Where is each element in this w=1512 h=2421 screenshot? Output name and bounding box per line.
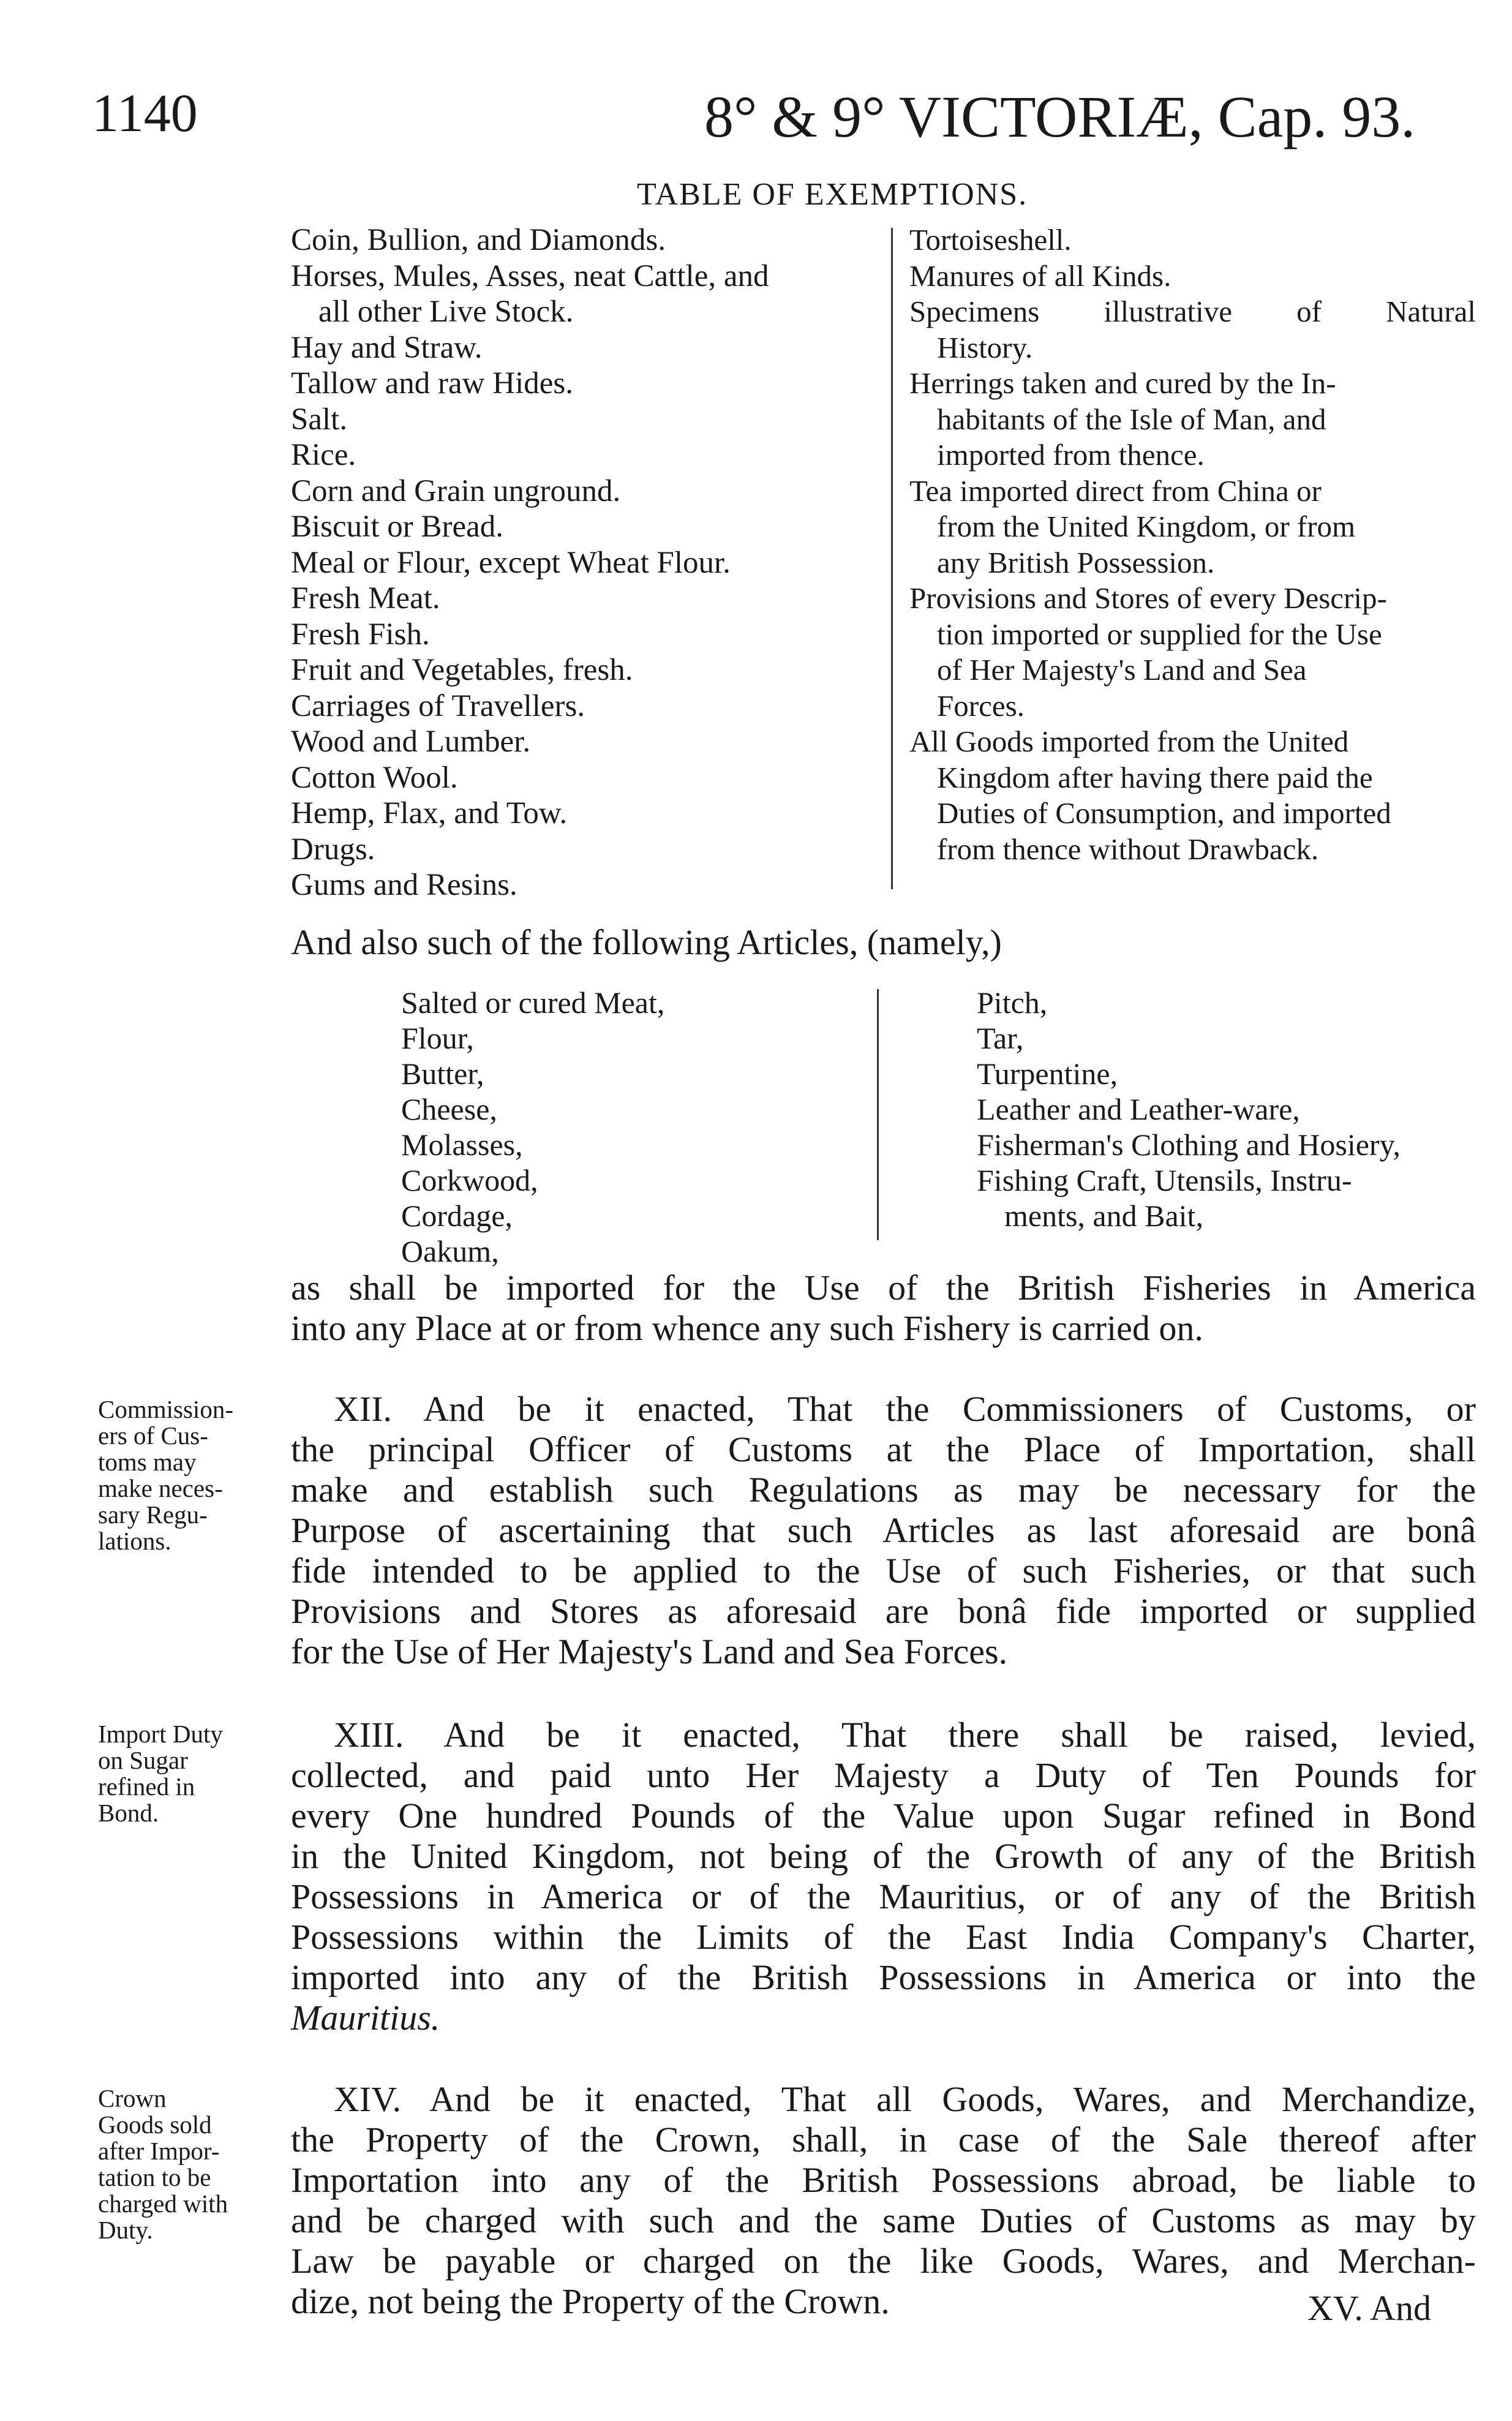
margin-note-line: Duty.: [98, 2216, 153, 2244]
section-line: the Property of the Crown, shall, in case of the Sale thereof after: [291, 2120, 1476, 2159]
also-articles-intro: And also such of the following Articles, (namely,): [291, 922, 1002, 962]
exemption-item: Rice.: [291, 438, 356, 472]
exemption-item: Specimens illustrative of Natural: [909, 295, 1476, 328]
exemption-item: habitants of the Isle of Man, and: [937, 402, 1326, 436]
section-line: and be charged with such and the same Duties of Customs as may by: [291, 2201, 1476, 2240]
exemption-item: Provisions and Stores of every Descrip-: [909, 581, 1387, 615]
margin-note-line: Import Duty: [98, 1720, 223, 1748]
exemption-item: History.: [937, 330, 1033, 364]
margin-note-line: Bond.: [98, 1799, 159, 1827]
article-item: Cheese,: [401, 1092, 497, 1126]
article-item: Cordage,: [401, 1199, 513, 1233]
article-item: ments, and Bait,: [1004, 1199, 1203, 1233]
section-line: Mauritius.: [291, 1998, 440, 2038]
exemption-item: Meal or Flour, except Wheat Flour.: [291, 545, 731, 580]
margin-note-line: on Sugar: [98, 1746, 188, 1774]
margin-note: [98, 2085, 276, 2243]
exemption-item: Tallow and raw Hides.: [291, 366, 573, 401]
section-xiii: [291, 1715, 1476, 2038]
section-xii: [291, 1389, 1476, 1672]
exemption-item: all other Live Stock.: [318, 295, 574, 329]
exemption-item: Tea imported direct from China or: [909, 473, 1322, 508]
section-line: Purpose of ascertaining that such Articles as last aforesaid are bonâ: [291, 1510, 1476, 1550]
exemption-item: Wood and Lumber.: [291, 725, 531, 759]
margin-note-line: after Impor-: [98, 2137, 220, 2165]
section-line: collected, and paid unto Her Majesty a Duty of Ten Pounds for: [291, 1755, 1476, 1795]
exemption-item: All Goods imported from the United: [909, 725, 1349, 758]
exemption-item: Hemp, Flax, and Tow.: [291, 796, 568, 830]
margin-note: [98, 1396, 276, 1554]
section-line: Possessions in America or of the Mauritius, or of any of the British: [291, 1877, 1476, 1916]
catchword: XV. And: [1307, 2288, 1431, 2328]
articles-right-column: [977, 985, 1401, 1233]
exemption-item: Kingdom after having there paid the: [937, 760, 1373, 794]
exemption-item: Drugs.: [291, 832, 375, 867]
margin-note-line: Commission-: [98, 1395, 233, 1423]
running-head: [92, 83, 1470, 150]
section-line: Importation into any of the British Possessions abroad, be liable to: [291, 2160, 1476, 2200]
margin-note-line: charged with: [98, 2189, 228, 2218]
exemption-item: Salt.: [291, 402, 348, 437]
section-line: the principal Officer of Customs at the Place of Importation, shall: [291, 1429, 1476, 1469]
article-item: Molasses,: [401, 1128, 523, 1162]
exemption-item: Horses, Mules, Asses, neat Cattle, and: [291, 258, 769, 293]
exemption-item: imported from thence.: [937, 438, 1205, 472]
section-line: make and establish such Regulations as may be necessary for the: [291, 1470, 1476, 1510]
margin-note-line: lations.: [98, 1527, 171, 1555]
margin-note-line: toms may: [98, 1448, 197, 1476]
article-item: Corkwood,: [401, 1163, 538, 1197]
exemptions-right-column: [909, 222, 1476, 867]
section-line: XII. And be it enacted, That the Commissioners of Customs, or: [334, 1389, 1476, 1429]
exemption-item: Herrings taken and cured by the In-: [909, 366, 1336, 400]
exemption-item: Gums and Resins.: [291, 868, 517, 902]
column-divider: [891, 228, 893, 889]
article-item: Tar,: [977, 1021, 1024, 1055]
column-divider: [877, 989, 879, 1240]
exemption-item: from thence without Drawback.: [937, 832, 1319, 866]
fisheries-paragraph: [291, 1268, 1476, 1349]
margin-note-line: Crown: [98, 2084, 167, 2112]
section-line: Law be payable or charged on the like Goods, Wares, and Merchan-: [291, 2241, 1476, 2281]
article-item: Pitch,: [977, 985, 1048, 1020]
section-line: Possessions within the Limits of the East India Company's Charter,: [291, 1917, 1476, 1957]
exemption-item: Carriages of Travellers.: [291, 688, 585, 723]
article-item: Oakum,: [401, 1234, 499, 1268]
margin-note: [98, 1721, 276, 1826]
section-line: fide intended to be applied to the Use of such Fisheries, or that such: [291, 1551, 1476, 1591]
exemption-item: tion imported or supplied for the Use: [937, 617, 1382, 651]
section-line: XIV. And be it enacted, That all Goods, Wares, and Merchandize,: [334, 2079, 1476, 2119]
article-item: Turpentine,: [977, 1056, 1118, 1091]
section-line: XIII. And be it enacted, That there shall be raised, levied,: [334, 1715, 1476, 1755]
exemption-item: from the United Kingdom, or from: [937, 510, 1356, 543]
section-line: every One hundred Pounds of the Value upon Sugar refined in Bond: [291, 1796, 1476, 1836]
articles-left-column: [401, 985, 664, 1269]
exemption-item: Biscuit or Bread.: [291, 510, 504, 544]
margin-note-line: make neces-: [98, 1474, 223, 1502]
exemption-item: Coin, Bullion, and Diamonds.: [291, 223, 666, 257]
page-number: 1140: [92, 84, 198, 143]
article-item: Fishing Craft, Utensils, Instru-: [977, 1163, 1352, 1197]
article-item: Fisherman's Clothing and Hosiery,: [977, 1128, 1401, 1162]
section-line: in the United Kingdom, not being of the Growth of any of the British: [291, 1836, 1476, 1876]
article-item: Flour,: [401, 1021, 474, 1055]
margin-note-line: Goods sold: [98, 2110, 212, 2139]
exemptions-left-column: [291, 222, 879, 903]
paragraph-line: as shall be imported for the Use of the British Fisheries in America: [291, 1268, 1476, 1308]
exemption-item: Fresh Meat.: [291, 581, 440, 616]
exemption-item: any British Possession.: [937, 545, 1215, 579]
section-line: for the Use of Her Majesty's Land and Sea Forces.: [291, 1632, 1008, 1671]
margin-note-line: ers of Cus-: [98, 1421, 208, 1450]
margin-note-line: refined in: [98, 1772, 195, 1801]
table-heading: TABLE OF EXEMPTIONS.: [637, 177, 1028, 212]
exemption-item: Manures of all Kinds.: [909, 258, 1172, 293]
exemption-item: Corn and Grain unground.: [291, 473, 621, 508]
paragraph-line: into any Place at or from whence any such Fishery is carried on.: [291, 1308, 1203, 1348]
running-title: 8° & 9° VICTORIÆ, Cap. 93.: [704, 84, 1416, 149]
margin-note-line: tation to be: [98, 2163, 211, 2191]
exemption-item: Forces.: [937, 688, 1025, 723]
exemption-item: of Her Majesty's Land and Sea: [937, 653, 1307, 687]
margin-note-line: sary Regu-: [98, 1500, 208, 1529]
section-line: dize, not being the Property of the Crown.: [291, 2281, 890, 2321]
article-item: Butter,: [401, 1056, 484, 1091]
article-item: Salted or cured Meat,: [401, 985, 665, 1020]
section-xiv: [291, 2079, 1476, 2322]
exemption-item: Hay and Straw.: [291, 330, 483, 365]
exemption-item: Fresh Fish.: [291, 617, 430, 652]
exemption-item: Cotton Wool.: [291, 760, 458, 795]
exemption-item: Tortoiseshell.: [909, 223, 1072, 257]
section-line: Provisions and Stores as aforesaid are bonâ fide imported or supplied: [291, 1591, 1476, 1631]
exemption-item: Duties of Consumption, and imported: [937, 796, 1391, 830]
article-item: Leather and Leather-ware,: [977, 1092, 1300, 1126]
section-line: imported into any of the British Possessions in America or into the: [291, 1957, 1476, 1997]
exemption-item: Fruit and Vegetables, fresh.: [291, 653, 633, 687]
